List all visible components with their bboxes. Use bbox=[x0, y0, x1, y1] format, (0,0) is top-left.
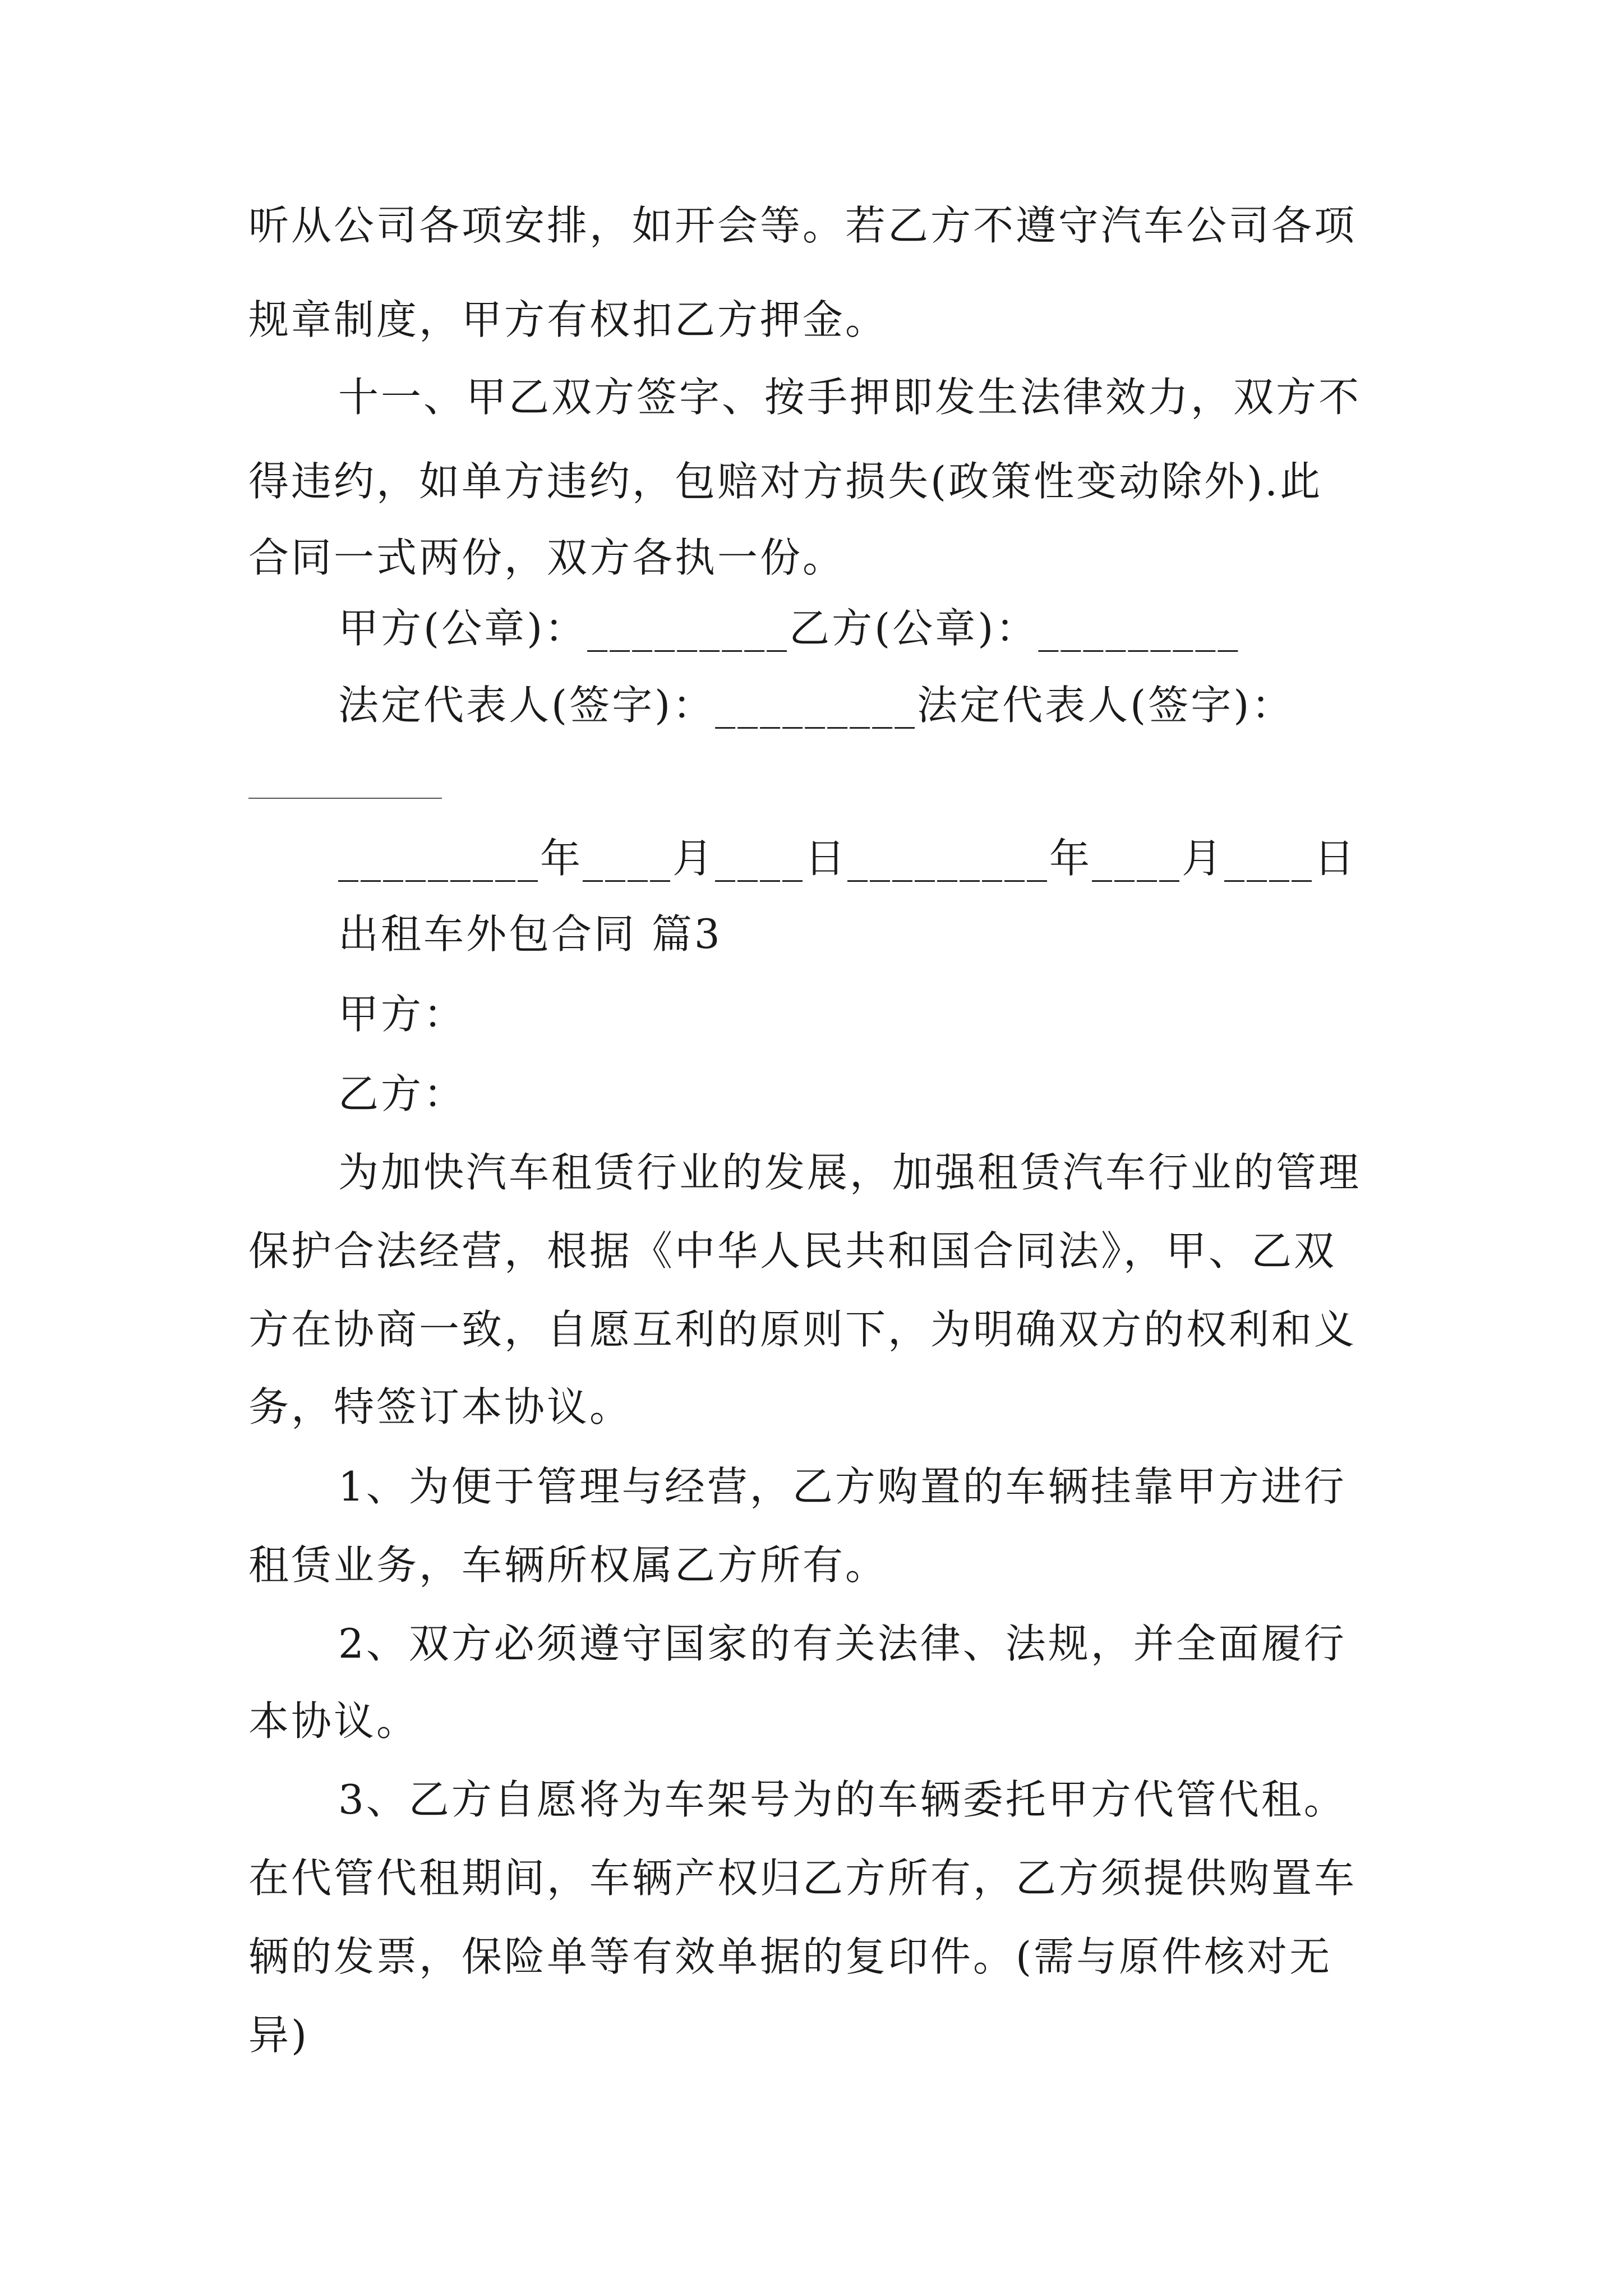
party-a-label: 甲方： bbox=[338, 991, 467, 1038]
preamble-line: 为加快汽车租赁行业的发展，加强租赁汽车行业的管理 bbox=[338, 1149, 1362, 1196]
preamble-line: 务，特签订本协议。 bbox=[248, 1383, 633, 1430]
clause-1-line: 租赁业务，车辆所权属乙方所有。 bbox=[248, 1542, 888, 1589]
paragraph-line: 得违约，如单方违约，包赔对方损失(政策性变动除外).此 bbox=[248, 458, 1323, 505]
clause-3-line: 异) bbox=[248, 2012, 310, 2059]
party-b-label: 乙方： bbox=[338, 1070, 467, 1117]
clause-1-line: 1、为便于管理与经营，乙方购置的车辆挂靠甲方进行 bbox=[338, 1463, 1347, 1510]
document-page bbox=[248, 0, 1387, 2296]
date-line: _________年____月____日_________年____月____日 bbox=[338, 835, 1357, 882]
clause-2-line: 2、双方必须遵守国家的有关法律、法规，并全面履行 bbox=[338, 1620, 1347, 1667]
clause-11-line: 十一、甲乙双方签字、按手押即发生法律效力，双方不 bbox=[338, 374, 1362, 421]
clause-3-line: 在代管代租期间，车辆产权归乙方所有，乙方须提供购置车 bbox=[248, 1855, 1357, 1902]
paragraph-line: 规章制度，甲方有权扣乙方押金。 bbox=[248, 296, 888, 343]
paragraph-line: 合同一式两份，双方各执一份。 bbox=[248, 534, 846, 581]
clause-3-line: 辆的发票，保险单等有效单据的复印件。(需与原件核对无 bbox=[248, 1933, 1332, 1980]
paragraph-line: 听从公司各项安排，如开会等。若乙方不遵守汽车公司各项 bbox=[248, 202, 1357, 249]
preamble-line: 方在协商一致，自愿互利的原则下，为明确双方的权利和义 bbox=[248, 1306, 1357, 1353]
signature-blank bbox=[248, 798, 442, 799]
section-title: 出租车外包合同 篇3 bbox=[338, 910, 722, 958]
party-seal-line: 甲方(公章)：_________乙方(公章)：_________ bbox=[338, 605, 1241, 652]
clause-2-line: 本协议。 bbox=[248, 1697, 419, 1745]
preamble-line: 保护合法经营，根据《中华人民共和国合同法》，甲、乙双 bbox=[248, 1227, 1337, 1274]
clause-3-line: 3、乙方自愿将为车架号为的车辆委托甲方代管代租。 bbox=[338, 1776, 1347, 1823]
legal-representative-line: 法定代表人(签字)：_________法定代表人(签字)： bbox=[338, 682, 1294, 729]
